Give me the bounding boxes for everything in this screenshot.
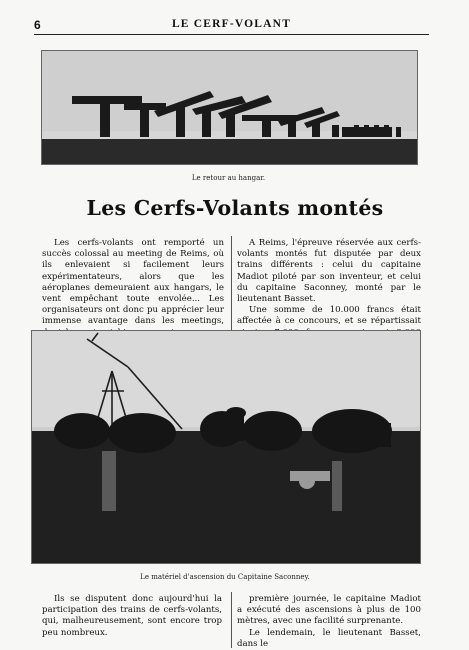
article-paragraph: A Reims, l'épreuve réservée aux cerfs-volants montés fut disputée par deux trains différents : celui du capitaine Madiot piloté par son inventeur, et celui du capitaine Saconney, monté par le lieutenant Basset. xyxy=(237,238,421,305)
kite-equipment-image xyxy=(32,331,420,563)
article-paragraph: Une somme de 10.000 francs était affectée à ce concours, et se répartissait xyxy=(237,305,421,327)
article-title: Les Cerfs-Volants montés xyxy=(86,196,384,220)
top-photo-caption: Le retour au hangar. xyxy=(191,174,266,182)
article-paragraph: première journée, le capitaine Madiot a exécuté des ascensions à plus de 100 mètres, avec une facilité surprenante. xyxy=(237,594,421,627)
article-paragraph: Les cerfs-volants ont remporté un succès colossal au meeting de Reims, où ils enlevaient si facilement leurs expérimentateurs, alors que les aéroplanes demeuraient aux hangars, le vent empêchant toute envolée... Les organisateurs ont donc pu apprécier leur immense avantage dans les meetings, xyxy=(42,238,224,327)
bottom-photo-caption: Le matériel d'ascension du Capitaine Saconney. xyxy=(140,573,310,581)
continuation-column-2 xyxy=(237,594,421,650)
kite-procession-image xyxy=(42,51,417,164)
page-number: 6 xyxy=(34,18,41,32)
journal-title: LE CERF-VOLANT xyxy=(171,18,292,30)
article-paragraph: Le lendemain, le lieutenant Basset, dans le xyxy=(237,627,421,649)
article-paragraph: Ils se disputent donc aujourd'hui la participation des trains de cerfs-volants, qui, malheureusement, sont encore trop peu nombreux. xyxy=(42,594,222,638)
page-header xyxy=(34,18,429,35)
bottom-photo xyxy=(31,330,421,564)
continuation-column-1 xyxy=(42,594,222,639)
top-photo xyxy=(41,50,418,165)
column-divider xyxy=(231,236,232,344)
column-divider xyxy=(231,592,232,648)
